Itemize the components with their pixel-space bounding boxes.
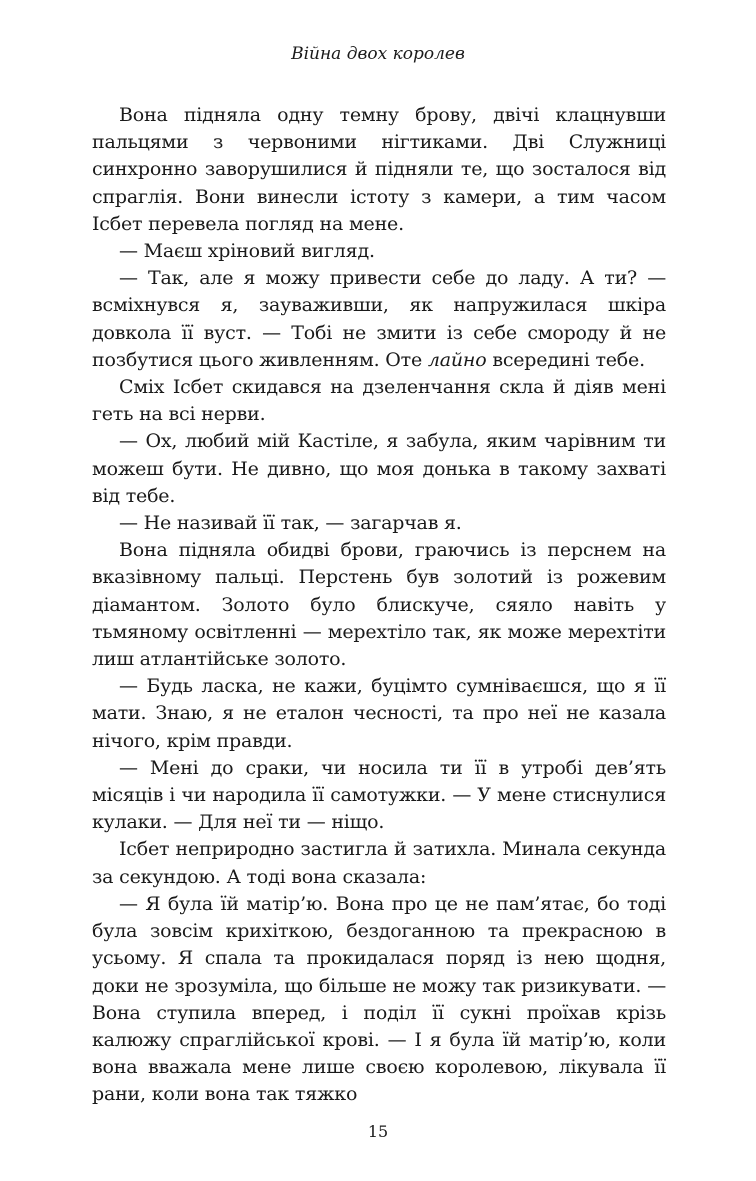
text-run: — Ох, любий мій Кастіле, я забула, яким чарівним ти можеш бути. Не дивно, що моя донька в такому захваті від тебе.: [92, 430, 666, 507]
paragraph: [92, 428, 666, 510]
paragraph: [92, 238, 666, 265]
text-run: Вона підняла обидві брови, граючись із перснем на вказівному пальці. Перстень був золотий із рожевим діамантом. Золото було блискуче, сяяло навіть у тьмяному освітленні — мерехтіло так, як може мерехтіти лиш атлантійське золото.: [92, 539, 666, 671]
text-run: Сміх Ісбет скидався на дзеленчання скла й діяв мені геть на всі нерви.: [92, 376, 666, 426]
text-run: — Мені до сраки, чи носила ти її в утробі дев’ять місяців і чи народила її самотужки. — У мене стиснулися кулаки. — Для неї ти — ніщо.: [92, 756, 666, 834]
text-run: всередині тебе.: [486, 348, 645, 371]
text-run: — Так, але я можу привести себе до ладу. А ти? — всміхнувся я, зауваживши, як напружилася шкіра довкола її вуст. — Тобі не змити із себе смороду й не позбутися цього живленням. Оте: [92, 267, 666, 371]
text-run: — Я була їй матір’ю. Вона про це не пам’ятає, бо тоді була зовсім крихіткою, бездоганною та прекрасною в усьому. Я спала та прокидалася поряд із нею щодня, доки не зрозуміла, що більше не можу так ризикувати. — Вона ступила вперед, і поділ її сукні проїхав крізь калюжу спраглійської крові. — І я була їй матір’ю, коли вона вважала мене лише своєю королевою, лікувала її рани, коли вона так тяжко: [92, 892, 666, 1106]
text-run: — Будь ласка, не кажи, буцімто сумніваєшся, що я її мати. Знаю, я не еталон чесності, та про неї не казала нічого, крім правди.: [92, 675, 666, 752]
text-run: Вона підняла одну темну брову, двічі клацнувши пальцями з червоними нігтиками. Дві Служниці синхронно заворушилися й підняли те, що зосталося від спраглія. Вони винесли істоту з камери, а тим часом Ісбет перевела погляд на мене.: [92, 104, 666, 235]
paragraph: [92, 265, 666, 374]
running-head-title: Війна двох королев: [291, 44, 465, 64]
text-run: Ісбет неприродно застигла й затихла. Минала секунда за секундою. А тоді вона сказала:: [92, 838, 666, 888]
emphasized-text: лайно: [427, 348, 487, 371]
paragraph: [92, 755, 666, 837]
paragraph: [92, 510, 666, 537]
paragraph: [92, 673, 666, 755]
paragraph: [92, 374, 666, 428]
body-text: [92, 102, 666, 1109]
paragraph: [92, 891, 666, 1109]
paragraph: [92, 836, 666, 890]
paragraph: [92, 102, 666, 238]
paragraph: [92, 537, 666, 673]
text-run: — Не називай її так, — загарчав я.: [119, 512, 462, 535]
text-run: — Маєш хріновий вигляд.: [119, 240, 375, 263]
page-number: 15: [367, 1122, 389, 1141]
